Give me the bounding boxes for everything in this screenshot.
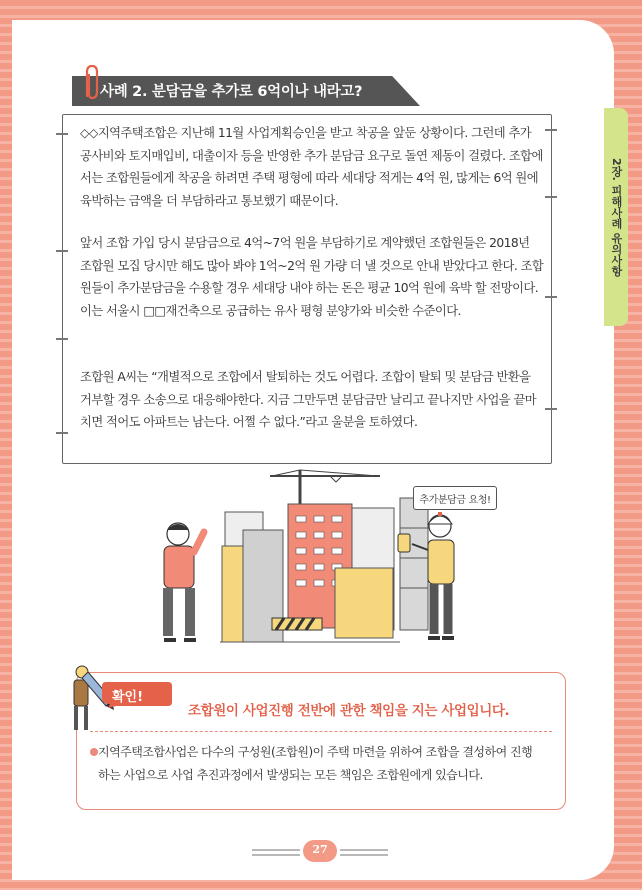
case-paragraph: 조합원 A씨는 “개별적으로 조합에서 탈퇴하는 것도 어렵다. 조합이 탈퇴 및 분담금 반환을 거부할 경우 소송으로 대응해야한다. 지금 그만두면 분담금만 날리고 끝나지만 사업을 끝마치면 적어도 아파트는 남는다. 어쩔 수 없다.”라고 울분을 토하였다.	[80, 370, 537, 429]
page-number-line	[252, 854, 300, 856]
box-deco-line	[545, 129, 557, 131]
chapter-side-tab-label: 2장. 피해사례 유의사항	[610, 157, 623, 277]
page-number-line	[340, 849, 388, 851]
box-deco-line	[56, 133, 68, 135]
confirm-heading: 조합원이 사업진행 전반에 관한 책임을 지는 사업입니다.	[188, 703, 510, 719]
confirm-body-text: 지역주택조합사업은 다수의 구성원(조합원)이 주택 마련을 위하여 조합을 결성하여 진행하는 사업으로 사업 추진과정에서 발생되는 모든 책임은 조합원에게 있습니다.	[98, 745, 533, 782]
case-title: 사례 2. 분담금을 추가로 6억이나 내라고?	[100, 84, 363, 100]
confirm-label: 확인!	[112, 690, 144, 705]
box-deco-line	[545, 196, 557, 198]
case-paragraph: 앞서 조합 가입 당시 분담금으로 4억~7억 원을 부담하기로 계약했던 조합원들은 2018년 조합원 모집 당시만 해도 많아 봐야 1억~2억 원 가량 더 낼 것으로 안내 받았다고 한다. 조합원들이 추가분담금을 수용할 경우 세대당 내야 하는 돈은 평균 10억 원에 육박 할 전망이다. 이는 서울시 □□재건축으로 공급하는 유사 평형 분양가와 비슷한 수준이다.	[80, 236, 544, 318]
box-deco-line	[56, 250, 68, 252]
box-deco-line	[545, 296, 557, 298]
case-paragraph: ◇◇지역주택조합은 지난해 11월 사업계획승인을 받고 착공을 앞둔 상황이다. 그런데 추가 공사비와 토지매입비, 대출이자 등을 반영한 추가 분담금 요구로 돌연 제동이 걸렸다. 조합에서는 조합원들에게 착공을 하려면 주택 평형에 따라 세대당 적게는 4억 원, 많게는 6억 원에 육박하는 금액을 더 부담하라고 통보했기 때문이다.	[80, 126, 543, 208]
box-deco-line	[545, 408, 557, 410]
box-deco-line	[56, 432, 68, 434]
box-deco-line	[56, 338, 68, 340]
chapter-side-tab[interactable]	[604, 108, 628, 326]
speech-bubble	[413, 486, 497, 510]
page-number: 27	[312, 843, 328, 856]
page-number-line	[340, 854, 388, 856]
paperclip-icon	[80, 62, 102, 102]
page-number-line	[252, 849, 300, 851]
confirm-divider	[90, 731, 552, 732]
bullet-dot-icon	[90, 748, 98, 756]
speech-bubble-text: 추가분담금 요청!	[419, 495, 491, 506]
